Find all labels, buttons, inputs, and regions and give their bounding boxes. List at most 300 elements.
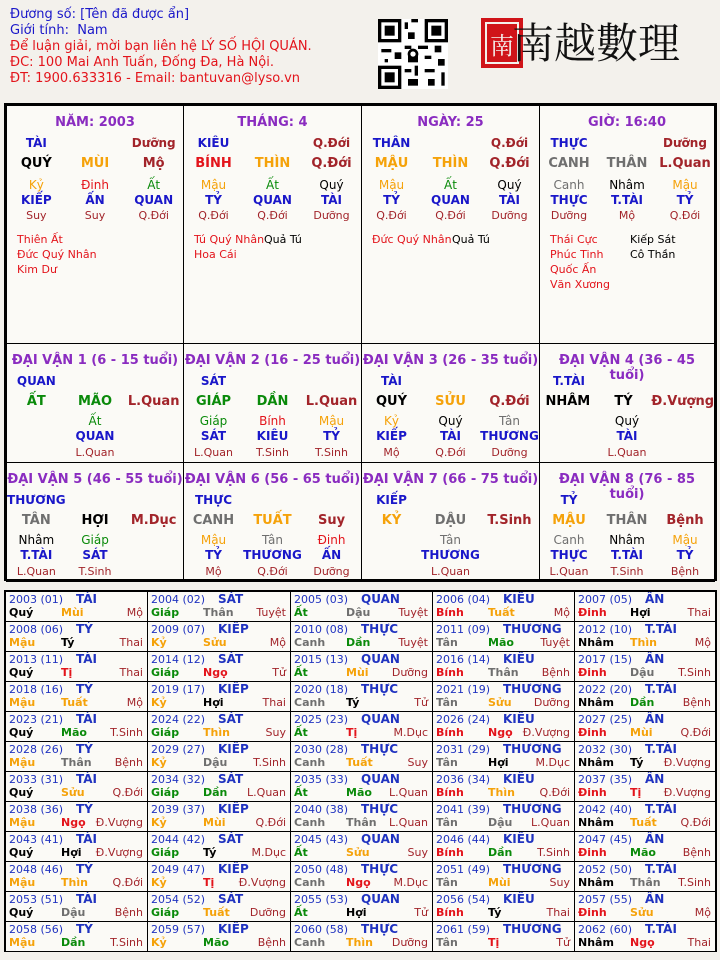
cell-value: HỢI xyxy=(81,513,109,528)
cell-value: TUẤT xyxy=(253,513,292,528)
year-star: TỶ xyxy=(76,922,93,936)
cell-value: ẤN xyxy=(85,193,105,207)
year-star: SÁT xyxy=(218,772,244,786)
row-r4 xyxy=(7,429,183,443)
year-cell xyxy=(574,651,716,682)
year-star: T.TÀI xyxy=(645,622,677,636)
cell-value: SÁT xyxy=(82,548,108,562)
year-cell xyxy=(290,831,433,862)
year-cell xyxy=(5,591,148,622)
year-branch: Ngọ xyxy=(630,936,655,949)
cell-value: Bệnh xyxy=(670,565,700,578)
row-r4 xyxy=(7,548,183,562)
year-star: THƯƠNG xyxy=(503,922,562,936)
year-label: 2032 (30) xyxy=(578,743,633,756)
cell-value: Bệnh xyxy=(666,513,704,528)
year-cell xyxy=(432,891,575,922)
cell-value: T.TÀI xyxy=(553,374,585,388)
row-r1 xyxy=(184,493,361,507)
year-star: QUAN xyxy=(361,592,400,606)
year-stem: Ất xyxy=(294,786,308,799)
year-label: 2045 (43) xyxy=(294,833,349,846)
year-phase: T.Sinh xyxy=(110,936,143,949)
year-label: 2003 (01) xyxy=(9,593,64,606)
year-branch: Tị xyxy=(346,726,358,739)
year-cell xyxy=(574,711,716,742)
year-star: THƯƠNG xyxy=(503,682,562,696)
year-stem: Canh xyxy=(294,636,326,649)
year-star: QUAN xyxy=(361,772,400,786)
year-star: TÀI xyxy=(76,832,98,846)
year-branch: Tuất xyxy=(488,606,515,619)
stars-left xyxy=(550,232,610,292)
year-stem: Tân xyxy=(436,756,458,769)
cell-value: Tân xyxy=(440,533,461,547)
stars-left xyxy=(17,232,97,277)
year-stem: Nhâm xyxy=(578,936,614,949)
cell-value: Mộ xyxy=(205,565,222,578)
stars-right xyxy=(630,232,676,262)
year-branch: Tý xyxy=(630,756,644,769)
year-phase: Đ.Vượng xyxy=(663,756,711,769)
cell-value: Canh xyxy=(553,533,585,547)
year-cell xyxy=(5,711,148,742)
year-cell xyxy=(147,921,291,952)
year-star: SÁT xyxy=(218,892,244,906)
year-star: ẤN xyxy=(645,772,665,786)
cell-value: Q.Đới xyxy=(138,209,169,222)
year-phase: Tử xyxy=(414,696,428,709)
year-branch: Thân xyxy=(346,816,377,829)
cell-value: Quý xyxy=(319,178,344,192)
year-star: KIẾP xyxy=(218,682,249,696)
year-phase: Q.Đới xyxy=(680,726,711,739)
cell-value: KIẾP xyxy=(376,429,407,443)
year-stem: Nhâm xyxy=(578,876,614,889)
year-phase: Tuyệt xyxy=(540,636,570,649)
cell-value: Dưỡng xyxy=(663,136,707,150)
cell-value xyxy=(362,565,421,578)
year-cell xyxy=(290,801,433,832)
year-star: KIẾP xyxy=(218,862,249,876)
year-label: 2037 (35) xyxy=(578,773,633,786)
cell-value: Đinh xyxy=(81,178,109,192)
year-label: 2006 (04) xyxy=(436,593,491,606)
cell-value: Kỷ xyxy=(384,414,399,428)
cell-value: Q.Đới xyxy=(489,156,530,171)
cell-value: DẦN xyxy=(256,394,289,409)
cell-value: Q.Đới xyxy=(489,394,530,409)
year-star: TÀI xyxy=(76,892,98,906)
year-star: THỰC xyxy=(361,862,399,876)
year-star: ẤN xyxy=(645,592,665,606)
daivan-cell xyxy=(361,462,540,582)
year-stem: Tân xyxy=(436,936,458,949)
year-stem: Kỷ xyxy=(151,876,167,889)
cell-value: QUAN xyxy=(16,374,56,388)
year-branch: Mùi xyxy=(203,816,226,829)
year-stem: Giáp xyxy=(151,726,180,739)
year-branch: Tị xyxy=(203,876,215,889)
year-stem: Ất xyxy=(294,606,308,619)
year-phase: Q.Đới xyxy=(255,816,286,829)
cell-value: KỶ xyxy=(381,513,402,528)
year-star: KIÊU xyxy=(503,712,535,726)
year-label: 2058 (56) xyxy=(9,923,64,936)
year-star: TỶ xyxy=(76,862,93,876)
year-cell xyxy=(147,741,291,772)
cell-value: Q.Đới xyxy=(490,136,529,150)
year-label: 2060 (58) xyxy=(294,923,349,936)
year-star: KIÊU xyxy=(503,892,535,906)
cell-value: L.Quan xyxy=(431,565,470,578)
daivan-title: ĐẠI VẬN 3 (26 - 35 tuổi) xyxy=(362,353,539,368)
cell-value: THƯƠNG xyxy=(243,548,302,562)
year-stem: Giáp xyxy=(151,846,180,859)
cell-value xyxy=(124,493,183,507)
year-branch: Sửu xyxy=(203,636,227,649)
year-stem: Giáp xyxy=(151,786,180,799)
year-cell xyxy=(5,771,148,802)
row-r1 xyxy=(7,374,183,388)
cell-value xyxy=(124,533,183,547)
year-star: T.TÀI xyxy=(645,802,677,816)
year-label: 2019 (17) xyxy=(151,683,206,696)
cell-value: TÀI xyxy=(320,193,342,207)
row-r2 xyxy=(362,156,539,171)
year-label: 2014 (12) xyxy=(151,653,206,666)
cell-value xyxy=(66,493,125,507)
cell-value: TÀI xyxy=(25,136,47,150)
cell-value: Q.Đới xyxy=(257,565,288,578)
year-branch: Dần xyxy=(61,936,86,949)
cell-value: T.TÀI xyxy=(611,548,643,562)
star-item: Kim Dư xyxy=(17,263,57,276)
year-cell xyxy=(147,711,291,742)
year-cell xyxy=(432,591,575,622)
cell-value: T.Sinh xyxy=(315,446,348,459)
year-label: 2038 (36) xyxy=(9,803,64,816)
year-cell xyxy=(432,681,575,712)
cell-value: L.Quan xyxy=(16,565,56,578)
year-branch: Tuất xyxy=(61,696,88,709)
cell-value: Q.Đới xyxy=(312,136,351,150)
row-r5 xyxy=(184,209,361,222)
year-cell xyxy=(5,861,148,892)
cell-value: Mậu xyxy=(200,178,227,192)
cell-value: Q.Đới xyxy=(376,209,407,222)
year-label: 2020 (18) xyxy=(294,683,349,696)
row-r1 xyxy=(362,493,539,507)
year-branch: Dần xyxy=(346,636,371,649)
year-branch: Thân xyxy=(203,606,234,619)
year-branch: Ngọ xyxy=(61,816,86,829)
year-stem: Ất xyxy=(294,726,308,739)
year-phase: Bệnh xyxy=(257,936,286,949)
year-branch: Tị xyxy=(488,936,500,949)
cell-value: ẤT xyxy=(26,394,46,409)
year-star: T.TÀI xyxy=(645,862,677,876)
year-label: 2009 (07) xyxy=(151,623,206,636)
year-phase: Thai xyxy=(262,696,286,709)
cell-value: Mậu xyxy=(200,533,227,547)
cell-value: L.Quan xyxy=(75,446,115,459)
year-stem: Tân xyxy=(436,696,458,709)
stars-left xyxy=(372,232,452,247)
year-stem: Canh xyxy=(294,756,326,769)
year-stem: Đinh xyxy=(578,726,607,739)
year-stem: Kỷ xyxy=(151,756,167,769)
cell-value: Q.Đới xyxy=(198,209,229,222)
cell-value: TỶ xyxy=(205,193,222,207)
year-branch: Sửu xyxy=(488,696,512,709)
year-cell xyxy=(432,651,575,682)
year-stem: Canh xyxy=(294,816,326,829)
year-stem: Mậu xyxy=(9,756,36,769)
year-branch: Hợi xyxy=(203,696,224,709)
year-cell xyxy=(574,771,716,802)
pillar-title: NGÀY: 25 xyxy=(417,115,484,130)
star-item: Quả Tú xyxy=(264,233,302,246)
year-star: TÀI xyxy=(76,592,98,606)
year-stem: Bính xyxy=(436,666,464,679)
cell-value xyxy=(421,374,480,388)
year-branch: Mão xyxy=(61,726,87,739)
cell-value xyxy=(598,136,656,150)
year-phase: Suy xyxy=(407,846,428,859)
cell-value xyxy=(540,446,598,459)
year-phase: Dưỡng xyxy=(391,666,428,679)
row-r4 xyxy=(184,193,361,207)
year-label: 2048 (46) xyxy=(9,863,64,876)
cell-value xyxy=(124,446,183,459)
year-cell xyxy=(290,741,433,772)
year-star: KIÊU xyxy=(503,832,535,846)
year-star: THỰC xyxy=(361,802,399,816)
year-branch: Hợi xyxy=(630,606,651,619)
year-star: ẤN xyxy=(645,832,665,846)
year-cell xyxy=(290,621,433,652)
year-stem: Giáp xyxy=(151,606,180,619)
row-r2 xyxy=(184,394,361,409)
row-r3 xyxy=(7,533,183,547)
cell-value: Quý xyxy=(497,178,522,192)
year-star: SÁT xyxy=(218,592,244,606)
year-branch: Mùi xyxy=(61,606,84,619)
year-branch: Tý xyxy=(61,636,75,649)
cell-value: Mậu xyxy=(378,178,405,192)
year-branch: Ngọ xyxy=(203,666,228,679)
phone-email-line: ĐT: 1900.633316 - Email: bantuvan@lyso.vn xyxy=(10,71,301,86)
year-star: T.TÀI xyxy=(645,922,677,936)
year-star: THỰC xyxy=(361,742,399,756)
year-branch: Thìn xyxy=(61,876,88,889)
year-stem: Nhâm xyxy=(578,696,614,709)
year-branch: Mão xyxy=(203,936,229,949)
row-r1 xyxy=(184,374,361,388)
cell-value: BÍNH xyxy=(195,156,232,171)
year-stem: Giáp xyxy=(151,906,180,919)
year-cell xyxy=(574,681,716,712)
cell-value: Đ.Vượng xyxy=(651,394,715,409)
year-star: TỶ xyxy=(76,682,93,696)
cell-value: SÁT xyxy=(200,429,227,443)
cell-value xyxy=(540,429,598,443)
cell-value xyxy=(480,565,539,578)
year-branch: Mùi xyxy=(630,726,653,739)
year-phase: Suy xyxy=(549,876,570,889)
year-branch: Mão xyxy=(346,786,372,799)
cell-value: Kỷ xyxy=(28,178,44,192)
cell-value: Nhâm xyxy=(609,178,645,192)
year-branch: Tý xyxy=(203,846,217,859)
row-r3 xyxy=(362,414,539,428)
year-label: 2021 (19) xyxy=(436,683,491,696)
year-star: KIẾP xyxy=(218,622,249,636)
year-branch: Thìn xyxy=(488,786,515,799)
year-cell xyxy=(5,831,148,862)
year-phase: Suy xyxy=(407,756,428,769)
year-phase: Mộ xyxy=(694,636,711,649)
year-cell xyxy=(574,831,716,862)
year-phase: Bệnh xyxy=(114,906,143,919)
cell-value: QUAN xyxy=(431,193,470,207)
year-phase: Dưỡng xyxy=(249,906,286,919)
year-branch: Mão xyxy=(488,636,514,649)
cell-value xyxy=(243,493,302,507)
daivan-cell xyxy=(539,462,715,582)
star-item: Kiếp Sát xyxy=(630,233,676,246)
year-phase: Bệnh xyxy=(114,756,143,769)
year-label: 2011 (09) xyxy=(436,623,491,636)
daivan-cell xyxy=(539,343,715,463)
cell-value: Nhâm xyxy=(18,533,55,547)
cell-value: THƯƠNG xyxy=(421,548,480,562)
row-r4 xyxy=(362,429,539,443)
star-item: Phúc Tinh xyxy=(550,248,604,261)
pillars-grid xyxy=(4,103,717,581)
cell-value xyxy=(598,493,656,507)
cell-value: Quý xyxy=(614,414,640,428)
year-phase: Bệnh xyxy=(682,696,711,709)
year-label: 2053 (51) xyxy=(9,893,64,906)
year-label: 2008 (06) xyxy=(9,623,64,636)
year-phase: M.Dục xyxy=(535,756,570,769)
pillar-cell xyxy=(6,105,184,344)
year-stem: Mậu xyxy=(9,876,36,889)
star-item: Hoa Cái xyxy=(194,248,237,261)
row-r5 xyxy=(362,209,539,222)
cell-value: M.Dục xyxy=(130,513,177,528)
year-branch: Sửu xyxy=(346,846,370,859)
cell-value xyxy=(7,446,66,459)
cell-value: THÂN xyxy=(372,136,411,150)
cell-value xyxy=(362,533,421,547)
cell-value xyxy=(421,136,480,150)
year-phase: Thai xyxy=(687,606,711,619)
year-label: 2035 (33) xyxy=(294,773,349,786)
year-cell xyxy=(5,921,148,952)
year-label: 2042 (40) xyxy=(578,803,633,816)
year-star: T.TÀI xyxy=(645,742,677,756)
cell-value: Dưỡng xyxy=(131,136,176,150)
cell-value xyxy=(362,548,421,562)
year-cell xyxy=(290,771,433,802)
year-cell xyxy=(574,591,716,622)
cell-value: NHÂM xyxy=(545,394,591,409)
daivan-title: ĐẠI VẬN 8 (76 - 85 tuổi) xyxy=(559,472,695,502)
year-phase: Tử xyxy=(556,936,570,949)
year-cell xyxy=(290,681,433,712)
cell-value: QUÝ xyxy=(375,394,408,409)
year-star: KIÊU xyxy=(503,592,535,606)
cell-value: Dưỡng xyxy=(313,565,350,578)
row-r1 xyxy=(362,136,539,150)
year-star: SÁT xyxy=(218,832,244,846)
year-branch: Mùi xyxy=(346,666,369,679)
row-r5 xyxy=(7,565,183,578)
cell-value: THÌN xyxy=(254,156,291,171)
row-r5 xyxy=(362,565,539,578)
cell-value: Mộ xyxy=(383,446,400,459)
year-stem: Quý xyxy=(9,606,34,619)
year-label: 2047 (45) xyxy=(578,833,633,846)
year-phase: Đ.Vượng xyxy=(95,816,143,829)
year-label: 2034 (32) xyxy=(151,773,206,786)
year-phase: T.Sinh xyxy=(537,846,570,859)
cell-value: QUAN xyxy=(253,193,292,207)
year-stem: Giáp xyxy=(151,666,180,679)
year-phase: Tuyệt xyxy=(256,606,286,619)
year-phase: Thai xyxy=(119,666,143,679)
cell-value: Q.Đới xyxy=(669,209,701,222)
year-phase: Tử xyxy=(272,666,286,679)
cell-value: L.Quan xyxy=(549,565,589,578)
year-label: 2028 (26) xyxy=(9,743,64,756)
year-cell xyxy=(432,801,575,832)
year-stem: Bính xyxy=(436,846,464,859)
year-phase: Mộ xyxy=(126,606,143,619)
year-stem: Tân xyxy=(436,636,458,649)
cell-value: T.Sinh xyxy=(610,565,644,578)
cell-value: KIẾP xyxy=(376,493,407,507)
cell-value: KIẾP xyxy=(20,193,52,207)
row-r1 xyxy=(540,493,714,507)
pillar-cell xyxy=(183,105,362,344)
year-star: SÁT xyxy=(218,652,244,666)
cell-value: T.Sinh xyxy=(256,446,289,459)
cell-value xyxy=(656,493,714,507)
row-r2 xyxy=(184,156,361,171)
year-branch: Thìn xyxy=(203,726,230,739)
cell-value xyxy=(656,429,714,443)
cell-value xyxy=(66,136,125,150)
cell-value: Q.Đới xyxy=(435,446,466,459)
row-r4 xyxy=(7,193,183,207)
cell-value: Suy xyxy=(317,513,346,528)
cell-value xyxy=(540,414,598,428)
year-cell xyxy=(432,741,575,772)
year-cell xyxy=(574,801,716,832)
year-stem: Quý xyxy=(9,666,34,679)
cell-value: TỶ xyxy=(676,193,694,207)
cell-value xyxy=(480,374,539,388)
year-label: 2005 (03) xyxy=(294,593,349,606)
daivan-title: ĐẠI VẬN 7 (66 - 75 tuổi) xyxy=(362,472,539,487)
cell-value xyxy=(66,374,125,388)
star-item: Quốc Ấn xyxy=(550,263,597,276)
year-label: 2050 (48) xyxy=(294,863,349,876)
